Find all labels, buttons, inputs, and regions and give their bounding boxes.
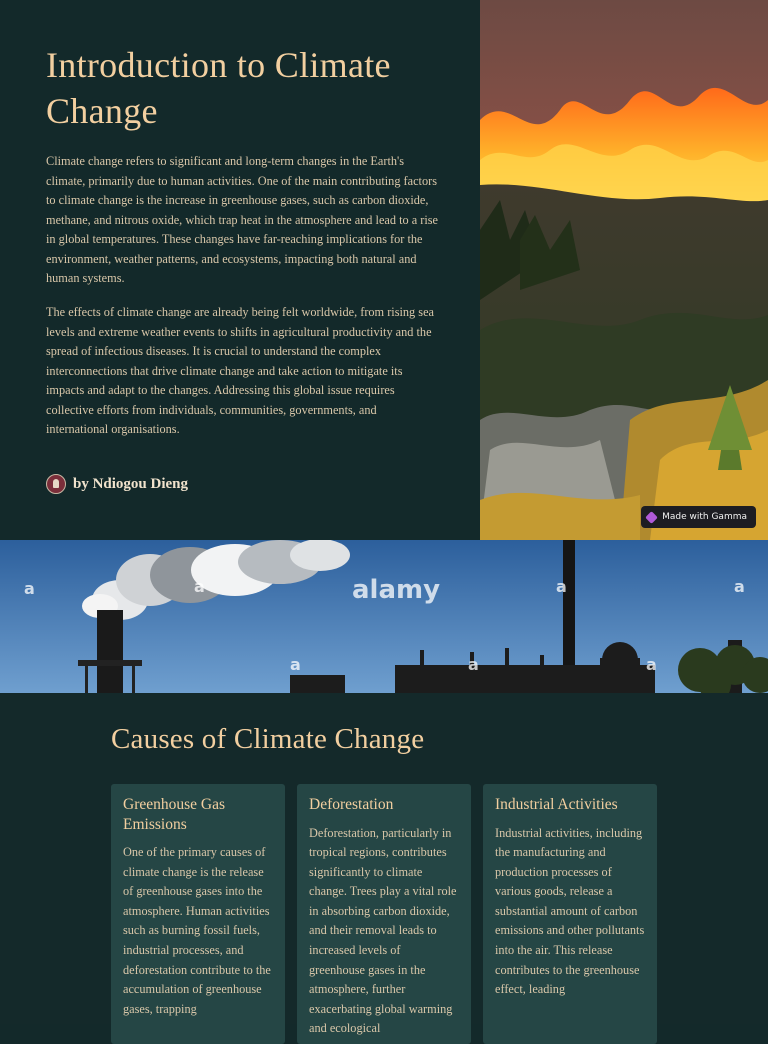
intro-paragraph-1: Climate change refers to significant and long-term changes in the Earth's climate, primarily due to human activities. One of the main contributing factors to climate change is the increase in greenhouse gases, such as carbon dioxide, methane, and nitrous oxide, which trap heat in the atmosphere and lead to a rise in global temperatures. These changes have far-reaching implications for the environment, weather patterns, and ecosystems, impacting both natural and human systems.: [46, 154, 439, 285]
intro-paragraph-2: The effects of climate change are already being felt worldwide, from rising sea levels and extreme weather events to shifts in agricultural productivity and the spread of infectious diseases. It is crucial to understand the complex interconnections that drive climate change and take action to mitigate its impacts and adapt to the changes. Addressing this global issue requires collective efforts from individuals, communities, governments, and international organisations.: [46, 305, 434, 436]
watermark-mark: a: [290, 655, 301, 674]
gamma-logo-icon: [645, 511, 658, 524]
slide-title: Introduction to Climate Change: [46, 45, 391, 131]
watermark-mark: a: [646, 655, 657, 674]
wildfire-photo-icon: [480, 0, 768, 540]
factory-banner-image: [0, 540, 768, 693]
made-with-gamma-badge[interactable]: [641, 506, 756, 528]
badge-label: Made with Gamma: [662, 512, 747, 522]
cause-card: [111, 784, 285, 1044]
wildfire-image: [480, 0, 768, 540]
author-name: by Ndiogou Dieng: [73, 475, 189, 492]
card-heading: Greenhouse Gas Emissions: [123, 796, 226, 833]
watermark-mark: a: [734, 577, 745, 596]
watermark-mark: a: [556, 577, 567, 596]
card-body: One of the primary causes of climate change is the release of greenhouse gases into the atmosphere. Human activities such as burning fossil fuels, industrial processes, and deforestation contribute to the accumulation of greenhouse gases, trapping: [123, 845, 271, 1016]
alamy-watermark: alamy: [352, 575, 441, 605]
watermark-mark: a: [194, 577, 205, 596]
card-body: Deforestation, particularly in tropical regions, contributes significantly to climate change. Trees play a vital role in absorbing carbon dioxide, and their removal leads to increased levels of greenhouse gases in the atmosphere, further exacerbating global warming and ecological: [309, 825, 457, 1036]
section-title: Causes of Climate Change: [111, 723, 425, 755]
card-heading: Industrial Activities: [495, 796, 618, 813]
watermark-mark: a: [468, 655, 479, 674]
author-byline: [46, 474, 188, 494]
factory-smokestack-photo-icon: [0, 540, 768, 693]
causes-slide: [0, 693, 768, 1036]
cause-card: [483, 784, 657, 1044]
watermark-mark: a: [24, 579, 35, 598]
card-heading: Deforestation: [309, 796, 394, 813]
avatar: [46, 474, 66, 494]
card-body: Industrial activities, including the manufacturing and production processes of various goods, release a substantial amount of carbon emissions and other pollutants into the air. This release contributes to the greenhouse effect, leading: [495, 825, 645, 997]
cause-card: [297, 784, 471, 1044]
